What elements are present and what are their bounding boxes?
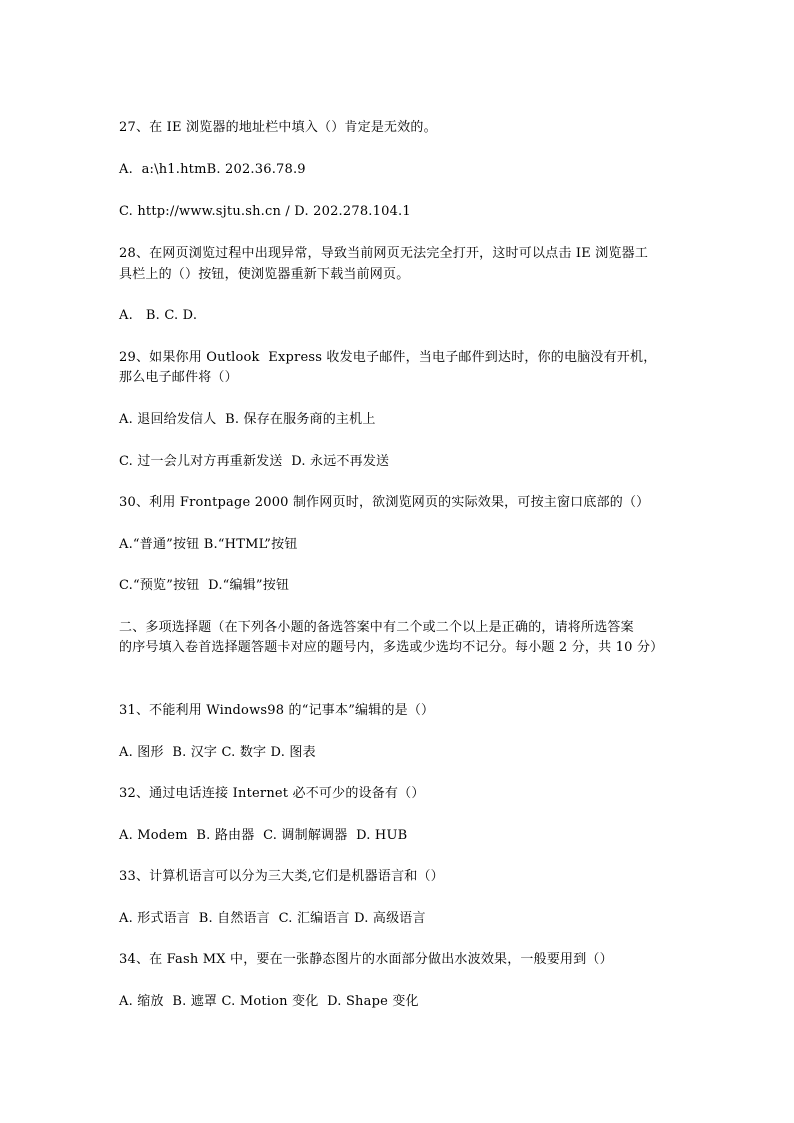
question-27-options-cd: C. http://www.sjtu.sh.cn / D. 202.278.104.1 [119, 204, 411, 219]
question-28-stem-line2: 具栏上的（）按钮，使浏览器重新下载当前网页。 [119, 267, 410, 282]
question-34-options: A. 缩放 B. 遮罩 C. Motion 变化 D. Shape 变化 [119, 994, 419, 1009]
section-2-heading-line2: 的序号填入卷首选择题答题卡对应的题号内，多选或少选均不记分。每小题 2 分，共 10 分） [119, 640, 664, 655]
question-32-stem: 32、通过电话连接 Internet 必不可少的设备有（） [119, 786, 425, 801]
question-28-stem-line1: 28、在网页浏览过程中出现异常，导致当前网页无法完全打开，这时可以点击 IE 浏览器工 [119, 246, 649, 261]
question-33-options: A. 形式语言 B. 自然语言 C. 汇编语言 D. 高级语言 [119, 911, 426, 926]
question-31-stem: 31、不能利用 Windows98 的“记事本”编辑的是（） [119, 703, 435, 718]
section-2-heading-line1: 二、多项选择题（在下列各小题的备选答案中有二个或二个以上是正确的，请将所选答案 [119, 620, 634, 635]
question-34-stem: 34、在 Fash MX 中，要在一张静态图片的水面部分做出水波效果，一般要用到（） [119, 952, 613, 967]
question-29-options-cd: C. 过一会儿对方再重新发送 D. 永远不再发送 [119, 454, 390, 469]
question-30-stem: 30、利用 Frontpage 2000 制作网页时，欲浏览网页的实际效果，可按主窗口底部的（） [119, 495, 650, 510]
question-28-options: A. B. C. D. [119, 308, 198, 323]
question-27-stem: 27、在 IE 浏览器的地址栏中填入（）肯定是无效的。 [119, 120, 437, 135]
question-30-options-ab: A.“普通”按钮 B.“HTML”按钮 [119, 537, 298, 552]
question-29-stem-line2: 那么电子邮件将（） [119, 370, 238, 385]
question-33-stem: 33、计算机语言可以分为三大类,它们是机器语言和（） [119, 869, 444, 884]
question-30-options-cd: C.“预览”按钮 D.“编辑”按钮 [119, 578, 290, 593]
question-29-stem-line1: 29、如果你用 Outlook Express 收发电子邮件，当电子邮件到达时，你的电脑没有开机， [119, 350, 657, 365]
question-31-options: A. 图形 B. 汉字 C. 数字 D. 图表 [119, 745, 316, 760]
question-32-options: A. Modem B. 路由器 C. 调制解调器 D. HUB [119, 828, 408, 843]
question-29-options-ab: A. 退回给发信人 B. 保存在服务商的主机上 [119, 412, 376, 427]
question-27-options-ab: A. a:\h1.htmB. 202.36.78.9 [119, 162, 306, 177]
